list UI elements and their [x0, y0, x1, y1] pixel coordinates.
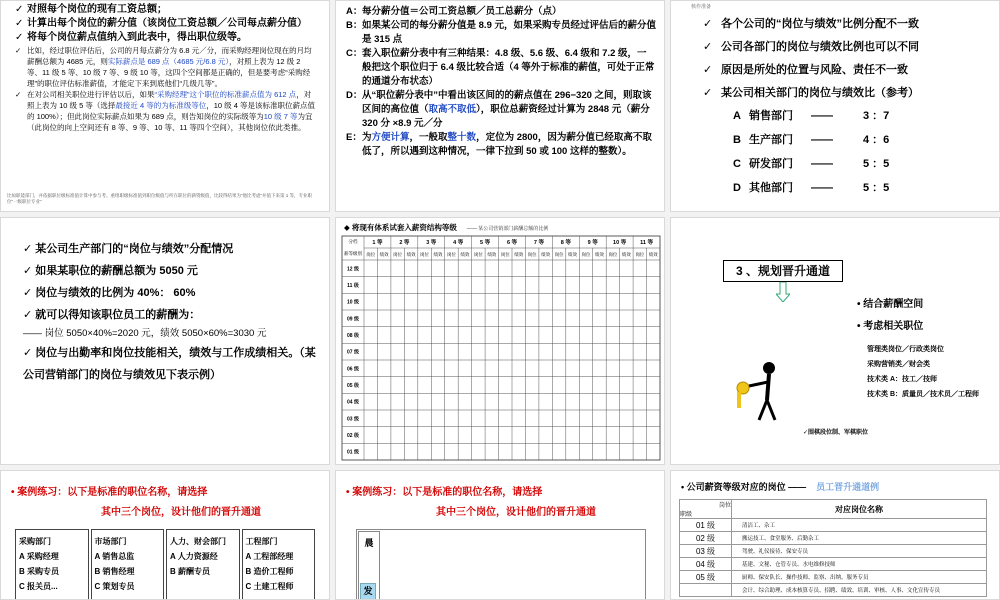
para-text: ，10 级 4 等是该标准职位薪点值的 100%）；但此岗位实际薪点如果为 689 点，则告知岗位的实际级等为	[27, 101, 315, 121]
paragraph: ✓ 在对公司相关职位进行评估以后，如果“采购经理”这个职位的标准薪点值为 612 点，对照上表为 10 级 5 等（选择最接近 4 等的为标准级等位，10 级 4 等是该标准职位薪点值的 100%）；但此岗位实际薪点如果为 689 点，则告知岗位的实际级等为10 级 7 等为宜（此岗位的向上空间还有 8 等、9 等、10 等、11 等四个空间），其他岗位依此类推。	[15, 90, 315, 132]
grade-header: 6 等	[506, 240, 518, 246]
header-position: 对应岗位名称	[732, 500, 987, 519]
bullet-text: 将每个岗位薪点值纳入到此表中，得出职位级等。	[27, 32, 247, 43]
item-text: ，一般取	[409, 132, 448, 143]
subcol-label: 绩效	[594, 252, 604, 257]
job-categories	[867, 342, 995, 402]
subcol-label: 岗位	[500, 252, 510, 257]
check-icon: ✓	[703, 18, 713, 30]
grade-header: 11 等	[640, 240, 653, 246]
calc-line: —— 岗位 5050×40%=2020 元，绩效 5050×60%=3030 元	[23, 328, 267, 339]
subcol-label: 绩效	[568, 252, 578, 257]
case-line: 其中三个岗位，设计他们的晋升通道	[436, 507, 596, 518]
para-text: ，对照上表为 12 级 2 等、11 级 5 等、10 级 7 等、9 级 10 等，这四个空间都是正确的，但是要考虑“采购经理”的职位评估标准薪值，才能定下来到底他们“几级几等”。	[27, 57, 311, 88]
points	[857, 294, 923, 338]
pole-label: 发	[360, 583, 376, 600]
grade-header: 5 等	[480, 240, 491, 246]
grade-header: 3 等	[426, 240, 437, 246]
slide4-content	[23, 238, 323, 386]
slide-thumb-5[interactable]	[335, 217, 665, 465]
slide-thumb-6[interactable]	[670, 217, 1000, 465]
level-label: 03 级	[347, 416, 359, 423]
level-label: 07 级	[347, 349, 359, 356]
item-key: A：	[346, 6, 363, 17]
grade-header: 1 等	[372, 240, 383, 246]
subcol-label: 绩效	[379, 252, 389, 257]
item-c	[346, 47, 656, 89]
diagram-frame	[356, 529, 646, 600]
check-icon: ✓	[703, 41, 713, 53]
case-line: 其中三个岗位，设计他们的晋升通道	[101, 507, 261, 518]
level-label: 12 级	[347, 266, 359, 273]
point: ✓ 如果某职位的薪酬总额为 5050 元	[23, 265, 198, 277]
item-key: B：	[346, 20, 363, 31]
slide-thumb-7[interactable]	[0, 470, 330, 600]
salary-grade-table	[336, 218, 665, 465]
subcol-label: 岗位	[393, 252, 403, 257]
section-banner: 3 、规划晋升通道	[723, 260, 843, 282]
table-row: 01 级 清洁工、杂工	[680, 519, 987, 532]
heading: ✓ 某公司生产部门的“岗位与绩效”分配情况	[23, 243, 234, 255]
level-label: 09 级	[347, 316, 359, 323]
level-label: 01 级	[347, 449, 359, 456]
level-label: 04 级	[347, 399, 359, 406]
highlight-text: 实际薪点是 689 点（4685 元/6.8 元）	[107, 57, 230, 66]
grade-header: 10 等	[613, 240, 627, 246]
highlight-text: “采购经理”这个职位的标准薪点值为 612 点	[154, 90, 297, 99]
subcol-label: 岗位	[420, 252, 430, 257]
point: • 结合薪酬空间	[857, 299, 924, 310]
highlight-text: 最接近 4 等的为标准级等位	[115, 101, 207, 110]
para-text: 比如，经过职位评估后，公司的月每点薪分为 6.8 元／分，而采购经理岗位现在的月均薪酬总额为 4685 元，则	[27, 46, 312, 66]
grade-header: 7 等	[533, 240, 544, 246]
item-text: 从“职位薪分表中”中看出该区间的的薪点值在 296−320 之间，则取该区间的高位值（	[362, 90, 652, 115]
slide-thumb-4[interactable]	[0, 217, 330, 465]
subtitle: —— 某公司营销部门薪酬总额的比例	[466, 226, 549, 232]
item-e: E： 为方便计算，一般取整十数，定位为 2800，因为薪分值已经取高不取低了，所以遇到这种情况，一律下拉到 50 或 100 这样的整数）。	[346, 132, 652, 157]
dept-columns	[15, 529, 315, 600]
footnote: 比如职能部门，并依据职位级标准值计算中参与考。重组职级标准值到职位级值与所在职位的薪资级值，比较得结果为“他比考虑”并值下来第 1 等，专业职位“一级职位专业”	[7, 193, 312, 204]
slide9-heading: • 公司薪资等级对应的岗位 —— 员工晋升通道例	[681, 482, 880, 492]
category-item: 技术类 A：技工／技师	[867, 376, 937, 383]
level-label: 08 级	[347, 333, 359, 339]
table-header	[680, 500, 987, 519]
link-text[interactable]: 员工晋升通道例	[816, 482, 880, 492]
subcol-label: 绩效	[621, 252, 631, 257]
vertical-label: 晨	[358, 531, 380, 600]
slide2-content	[346, 5, 656, 159]
subcol-label: 岗位	[581, 252, 591, 257]
category-item: 技术类 B：质量员／技术员／工程师	[867, 391, 979, 398]
caption: ✓围棋段位制、军棋职位	[803, 430, 869, 436]
check-line	[703, 36, 993, 59]
subcol-label: 岗位	[608, 252, 618, 257]
point: ✓ 岗位与绩效的比例为 40%： 60%	[23, 287, 196, 299]
subcol-label: 绩效	[460, 252, 470, 257]
check-line	[703, 82, 993, 105]
subcol-label: 绩效	[433, 252, 443, 257]
highlight-text: 方便计算	[371, 132, 410, 143]
level-label: 11 级	[347, 283, 359, 289]
subcol-label: 岗位	[554, 252, 564, 257]
bullet-item: ✓ 计算出每个岗位的薪分值（该岗位工资总额／公司每点薪分值）	[15, 18, 307, 29]
item-key: C：	[346, 48, 363, 59]
table-row: 02 级 搬运技工、食堂服务、后勤杂工	[680, 532, 987, 545]
bullet-item: ✓ 对照每个岗位的现有工资总额；	[15, 4, 167, 15]
subcol-label: 岗位	[635, 252, 645, 257]
stick-figure-key-icon	[731, 358, 791, 428]
point: ✓ 岗位与出勤率和岗位技能相关，绩效与工作成绩相关。（某公司营销部门的岗位与绩效见下表示例）	[23, 347, 316, 381]
dept-row: B 生产部门 —— 4 ：6	[733, 134, 890, 146]
highlight-text: 10 级 7 等	[263, 112, 298, 121]
subcol-label: 岗位	[527, 252, 537, 257]
level-label: 10 级	[347, 299, 359, 306]
line-text: 原因是所处的位置与风险、责任不一致	[721, 64, 908, 76]
item-d: D： 从“职位薪分表中”中看出该区间的的薪点值在 296−320 之间，则取该区间的高位值（取高不取低），职位总薪资经过计算为 2848 元（薪分 320 分 ×8.9 元／分	[346, 90, 652, 129]
slide5-title: ◆ 将现有体系试套入薪资结构等级 —— 某公司营销部门薪酬总额的比例	[344, 223, 549, 232]
case-title	[11, 483, 261, 523]
subcol-label: 绩效	[541, 252, 551, 257]
slide-thumb-8[interactable]	[335, 470, 665, 600]
dept-column: 采购部门 A 采购经理 B 采购专员 C 报关员...	[15, 529, 89, 600]
grade-header: 4 等	[453, 240, 464, 246]
bullet-item: ✓ 将每个岗位薪点值纳入到此表中，得出职位级等。	[15, 32, 247, 43]
para-text: 在对公司相关职位进行评估以后，如果	[27, 90, 155, 99]
table-row: 会计、综合助理、成本核算专员、招聘、绩效、培训、审核、人事、文化宣传专员	[680, 584, 987, 597]
dept-column: 人力、财会部门 A 人力资源经 B 薪酬专员	[166, 529, 240, 600]
item-text: ），职位总薪资经过计算为 2848 元（薪分 320 分 ×8.9 元／分	[362, 104, 650, 129]
bullet-text: 对照每个岗位的现有工资总额；	[27, 4, 167, 15]
table-row: 05 级 厨师、保安队长、操作技师、监察、出纳、服务专员	[680, 571, 987, 584]
slide-header: 核作准备	[691, 4, 712, 10]
bullet-text: 计算出每个岗位的薪分值（该岗位工资总额／公司每点薪分值）	[27, 18, 307, 29]
item-text: 如果某公司的每分薪分值是 8.9 元，如果采购专员经过评估后的薪分值是 315 点	[362, 20, 656, 45]
grade-header: 8 等	[560, 240, 571, 246]
check-line	[703, 13, 993, 36]
item-b	[346, 19, 656, 47]
header-level: 岗位 职级	[680, 500, 732, 519]
line-text: 各个公司的“岗位与绩效”比例分配不一致	[721, 18, 919, 30]
line-text: 某公司相关部门的岗位与绩效比（参考）	[721, 87, 919, 99]
check-line	[703, 59, 993, 82]
category-item: 采购营销类／财会类	[867, 361, 930, 368]
dept-column: 市场部门 A 销售总监 B 销售经理 C 策划专员	[91, 529, 165, 600]
level-label: 05 级	[347, 383, 359, 389]
subcol-label: 岗位	[473, 252, 483, 257]
slide-thumb-1[interactable]	[0, 0, 330, 212]
line-text: 公司各部门的岗位与绩效比例也可以不同	[721, 41, 919, 53]
grade-header: 2 等	[399, 240, 410, 246]
slide3-lines	[703, 13, 993, 105]
highlight-text: 整十数	[447, 132, 477, 143]
slide1-content	[15, 3, 315, 133]
point: ✓ 就可以得知该职位员工的薪酬为：	[23, 309, 201, 321]
paragraph: ✓ 比如，经过职位评估后，公司的月每点薪分为 6.8 元／分，而采购经理岗位现在的月均薪酬总额为 4685 元，则实际薪点是 689 点（4685 元/6.8 元），对照上表为 12 级 2 等、11 级 5 等、10 级 7 等、9 级 10 等，这四个空间都是正确的，但是要考虑“采购经理”的职位评估标准薪值，才能定下来到底他们“几级几等”。	[15, 46, 312, 88]
subcol-label: 岗位	[446, 252, 456, 257]
dept-ratio-list	[733, 104, 889, 200]
subcol-label: 绩效	[514, 252, 524, 257]
item-a	[346, 5, 656, 19]
category-item: 管理类岗位／行政类岗位	[867, 346, 944, 353]
para-text: ，对照上表为 10 级 5 等（选择	[27, 90, 312, 110]
level-label: 06 级	[347, 366, 359, 373]
subcol-label: 绩效	[406, 252, 416, 257]
point: • 考虑相关职位	[857, 321, 924, 332]
slide-thumb-3[interactable]	[670, 0, 1000, 212]
slide-thumb-9[interactable]	[670, 470, 1000, 600]
dept-row: A 销售部门 —— 3 ：7	[733, 110, 890, 122]
item-text: 套入职位薪分表中有三种结果：4.8 级、5.6 级、6.4 级和 7.2 级，一般把这个职位归于 6.4 级比较合适（4 等外于标准的薪值，可处于正常的通道分布状态）	[362, 48, 655, 87]
case-line: • 案例练习：以下是标准的职位名称，请选择	[346, 487, 543, 498]
down-arrow-icon	[776, 282, 790, 302]
corner-label-level: 薪等级别	[344, 251, 362, 256]
item-text: ，定位为 2800，因为薪分值已经取高不取低了，所以遇到这种情况，一律下拉到 50 或 100 这样的整数）。	[362, 132, 652, 157]
item-text: 为	[362, 132, 372, 143]
check-icon: ✓	[703, 87, 713, 99]
corner-label-grade: 分档	[348, 239, 358, 244]
item-text: 每分薪分值＝公司工资总额／员工总薪分（点）	[362, 6, 562, 17]
subcol-label: 绩效	[648, 252, 658, 257]
highlight-text: 取高不取低	[428, 104, 477, 115]
dept-row: D 其他部门 —— 5 ：5	[733, 182, 890, 194]
case-title	[346, 483, 596, 523]
table-row: 04 级 基建、文秘、仓管专员、水电维修技师	[680, 558, 987, 571]
level-label: 02 级	[347, 433, 359, 439]
grade-header: 9 等	[587, 240, 598, 246]
table-row: 03 级 驾驶、礼仪接待、保安专员	[680, 545, 987, 558]
subcol-label: 绩效	[487, 252, 497, 257]
dept-column: 工程部门 A 工程部经理 B 造价工程师 C 土建工程师	[242, 529, 316, 600]
dept-row: C 研发部门 —— 5 ：5	[733, 158, 890, 170]
slide-thumb-2[interactable]	[335, 0, 665, 212]
table-border	[342, 236, 660, 460]
para-text: 为宜（此岗位的向上空间还有 8 等、9 等、10 等、11 等四个空间），其他岗位依此类推。	[27, 112, 313, 132]
case-line: • 案例练习：以下是标准的职位名称，请选择	[11, 487, 208, 498]
check-icon: ✓	[703, 64, 713, 76]
subcol-label: 岗位	[366, 252, 376, 257]
level-position-table	[679, 499, 987, 597]
